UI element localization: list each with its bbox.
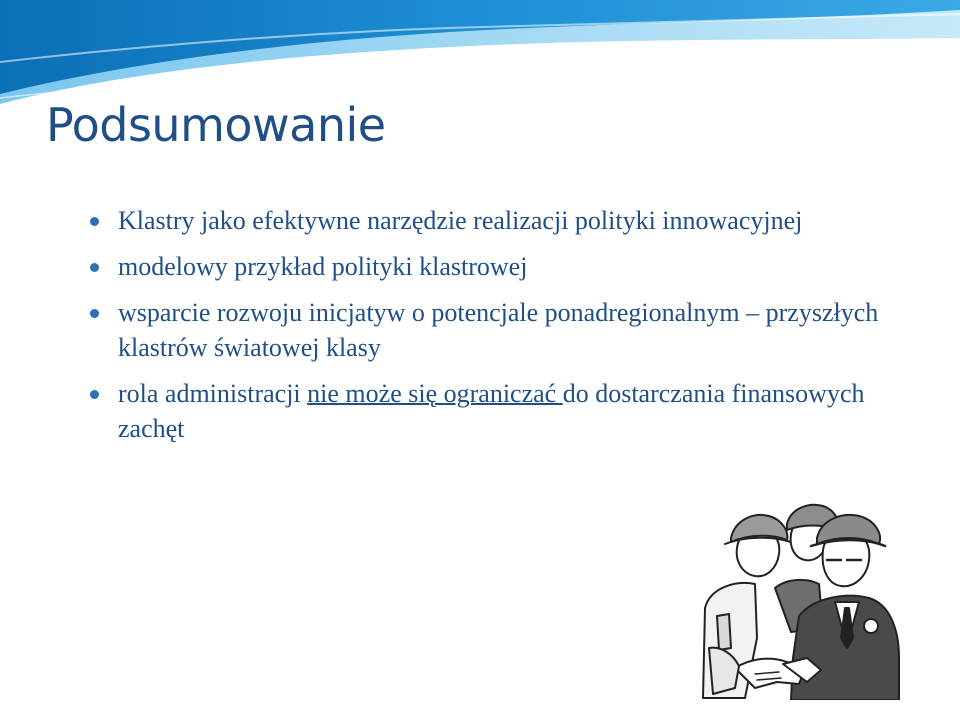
bullet-text: wsparcie rozwoju inicjatyw o potencjale ponadregionalnym – przyszłych klastrów światowej klasy <box>118 298 879 362</box>
header-wave-banner <box>0 0 960 110</box>
bullet-list <box>86 203 926 457</box>
bullet-dot-icon <box>90 309 99 318</box>
bullet-text-after: do dostarczania finansowych zachęt <box>118 379 865 443</box>
workers-hardhat-handshake-icon <box>695 498 900 700</box>
bullet-dot-icon <box>90 263 99 272</box>
bullet-item <box>86 376 926 446</box>
bullet-item <box>86 203 926 238</box>
bullet-item <box>86 249 926 284</box>
bullet-text: modelowy przykład polityki klastrowej <box>118 252 528 281</box>
bullet-item <box>86 295 926 365</box>
bullet-text-before: rola administracji <box>118 379 308 408</box>
slide-title: Podsumowanie <box>46 98 386 152</box>
bullet-dot-icon <box>90 217 99 226</box>
bullet-text-underlined: nie może się ograniczać <box>307 379 563 408</box>
bullet-text: Klastry jako efektywne narzędzie realizacji polityki innowacyjnej <box>118 206 803 235</box>
bullet-dot-icon <box>90 390 99 399</box>
